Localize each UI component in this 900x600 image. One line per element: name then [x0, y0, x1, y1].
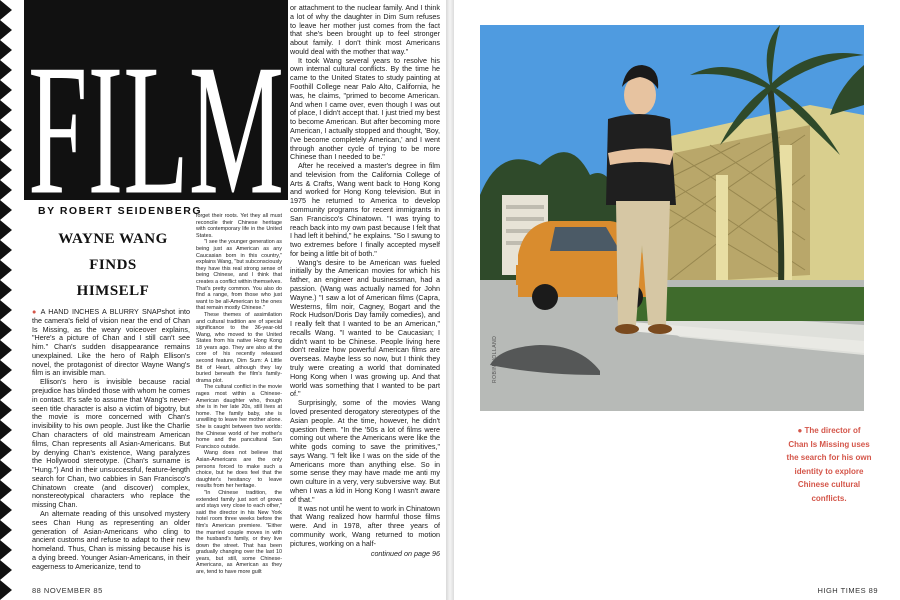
photo-caption — [784, 424, 874, 505]
caption-line: conflicts. — [811, 493, 847, 503]
byline-name: ROBERT SEIDENBERG — [59, 205, 203, 217]
page-folio-left: 88 NOVEMBER 85 — [32, 586, 103, 595]
headline-line-2: FINDS — [89, 257, 137, 273]
lead-dot: ● — [32, 308, 38, 316]
right-page — [454, 0, 900, 600]
caption-line: the search for his own — [786, 453, 872, 462]
headline — [38, 226, 188, 304]
paragraph: The cultural conflict in the movie rages most within a Chinese-American daughter who, though she is in her late 20s, still lives at home. The family baby, she is unwilling to leave her mother alone. She is caught between two worlds: the Chinese world of her mother's home and the pancultural San Francisco outside. — [196, 384, 282, 450]
paragraph: An alternate reading of this unsolved mystery sees Chan Hung as representing an older generation of Asian-Americans who cling to ancient customs and refuse to adapt to their new homeland. Thus, Chan is missing because his is a dying breed. Younger Asian-Americans, in their eagerness to Americanize, tend to — [32, 508, 190, 571]
zigzag-edge — [0, 0, 18, 600]
caption-line: Chinese cultural — [797, 480, 861, 489]
film-masthead — [24, 0, 288, 200]
paragraph: It took Wang several years to resolve his own internal cultural conflicts. By the time he came to the United States to study painting at Foothill College near Palo Alto, California, he was, he claims, "primed to become American. And when I came over, even though I was out of place, I didn't accept that. I just tried my best to become American. But after becoming more American, I actually stopped and thought, 'Boy, I've become completely American,' and I went through another cycle of trying to be more Chinese than I needed to be." — [290, 55, 440, 162]
photo-scene — [480, 25, 864, 411]
paragraph: Ellison's hero is invisible because racial prejudice has blinded those with whom he comes in contact. It's safe to assume that Wang's never-seen title character is also a victim of bigotry, but the movie is more concerned with Chan's invisibility to his own people. Just like the Charlie Chan characters of old mainstream American films, Chan represents all Asian-Americans. But by denying Chan's existence, Wang paralyzes the Hollywood stereotype. (Chan's surname is "Hung.") And in their unsuccessful, feature-length search for Chan, two cabbies in San Francisco's Chinatown create (and discover) complex, nonstereotypical characters who replace the missing Chan. — [32, 377, 190, 510]
caption-line: Chan Is Missing uses — [788, 439, 870, 449]
headline-line-3: HIMSELF — [76, 283, 150, 299]
caption-bullet: ● — [797, 426, 803, 435]
body-column-2 — [196, 213, 282, 585]
continued-line: continued on page 96 — [370, 549, 440, 559]
body-column-1 — [32, 308, 190, 580]
paragraph: Surprisingly, some of the movies Wang loved presented derogatory stereotypes of the Asian people. At the time, however, he didn't question them. "In the '50s a lot of films were coming out where the Americans were like the white gods coming to save the primitives," says Wang. "I felt like I was on the side of the Americans more than anything else. So in some sense they may have made me anti my own culture in a very, very subversive way. But when I was a kid in Hong Kong I wasn't aware of that." — [290, 398, 440, 504]
paragraph: Wang does not believe that Asian-Americans are the only persons forced to make such a choice, but he does feel that the daughter's hesitancy to leave results from her heritage. — [196, 450, 282, 490]
body-column-3 — [290, 4, 440, 586]
paragraph: It was not until he went to work in Chinatown that Wang realized how harmful those films were. And in 1978, after three years of community work, Wang returned to motion pictures, working on a half- — [290, 503, 440, 548]
caption-line: The director of — [804, 426, 861, 435]
portrait-photo — [480, 25, 864, 411]
byline — [38, 205, 202, 217]
paragraph: These themes of assimilation and cultural tradition are of special significance to the 36-year-old Wang, who moved to the United States from his native Hong Kong 18 years ago. They are also at the core of his recently released second feature, Dim Sum: A Little Bit of Heart, although they lay buried beneath the film's family-drama plot. — [196, 311, 282, 384]
page-folio-right: HIGH TIMES 89 — [817, 586, 878, 595]
paragraph: "In Chinese tradition, the extended family just sort of grows and stays very close to each other," said the director in his New York hotel room three weeks before the film's American premiere. "Either the married couple moves in with the husband's family, or they live down the street. That has been gradually changing over the last 10 years, but still, some Chinese-Americans, as American as they are, tend to have more guilt — [196, 489, 282, 576]
headline-line-1: WAYNE WANG — [58, 231, 168, 247]
caption-line: identity to explore — [794, 466, 864, 476]
paragraph: "I see the younger generation as being just as American as any Caucasian born in this country," explains Wang, "but subconsciously they have this real strong sense of being Chinese, and I think that creates a conflict within themselves. That's pretty common. You also do find a range, from those who just want to be all-American to the ones that remain mostly Chinese." — [196, 239, 282, 312]
paragraph: ● A HAND INCHES A BLURRY SNAPshot into the camera's field of vision near the end of Chan Is Missing, as the weary voiceover explains, "Here's a picture of Chan and I still can't see him." Chan's sudden disappearance remains unexplained. Like the hero of Ralph Ellison's novel, the protagonist of director Wayne Wang's film is an invisible man. — [32, 308, 190, 378]
left-page — [0, 0, 447, 600]
photo-credit: ROBIN HOLLAND — [492, 335, 498, 383]
paragraph: Wang's desire to be American was fueled initially by the American movies for which his father, an engineer and businessman, had a passion. (Wang was actually named for John Wayne.) "I saw a lot of American films (Capra, Westerns, film noir, Cagney, Bogart and the Rock Hudson/Doris Day family comedies), and I really felt that I wanted to be an American," recalls Wang. "I wanted to be Caucasian; I didn't want to be Chinese. People living here don't realize how powerful American films are overseas. Maybe less so now, but I think they truly were creating a world that dominated Hong Kong when I was growing up. And that world was something that I wanted to be part of." — [290, 257, 440, 399]
paragraph: After he received a master's degree in film and television from the California College of Arts & Crafts, Wang went back to Hong Kong and worked for Hong Kong television. But in 1975 he returned to America to develop community programs for recent immigrants in San Francisco's Chinatown. "I was trying to reach back into my own past because I felt that I had left it behind," he explains. "So I swung to two extremes before I finally accepted myself for being a little bit of both." — [290, 161, 440, 258]
masthead-title: FILM — [28, 25, 284, 200]
byline-prefix: BY — [38, 205, 56, 217]
gutter — [446, 0, 454, 600]
paragraph: or attachment to the nuclear family. And I think a lot of why the daughter in Dim Sum refuses to leave her mother just comes from the fact that she's been brought up to feel stronger about family. I don't think most Americans would deal with the mother that way." — [290, 4, 440, 56]
paragraph: forget their roots. Yet they all must reconcile their Chinese heritage with contemporary life in the United States. — [196, 213, 282, 239]
